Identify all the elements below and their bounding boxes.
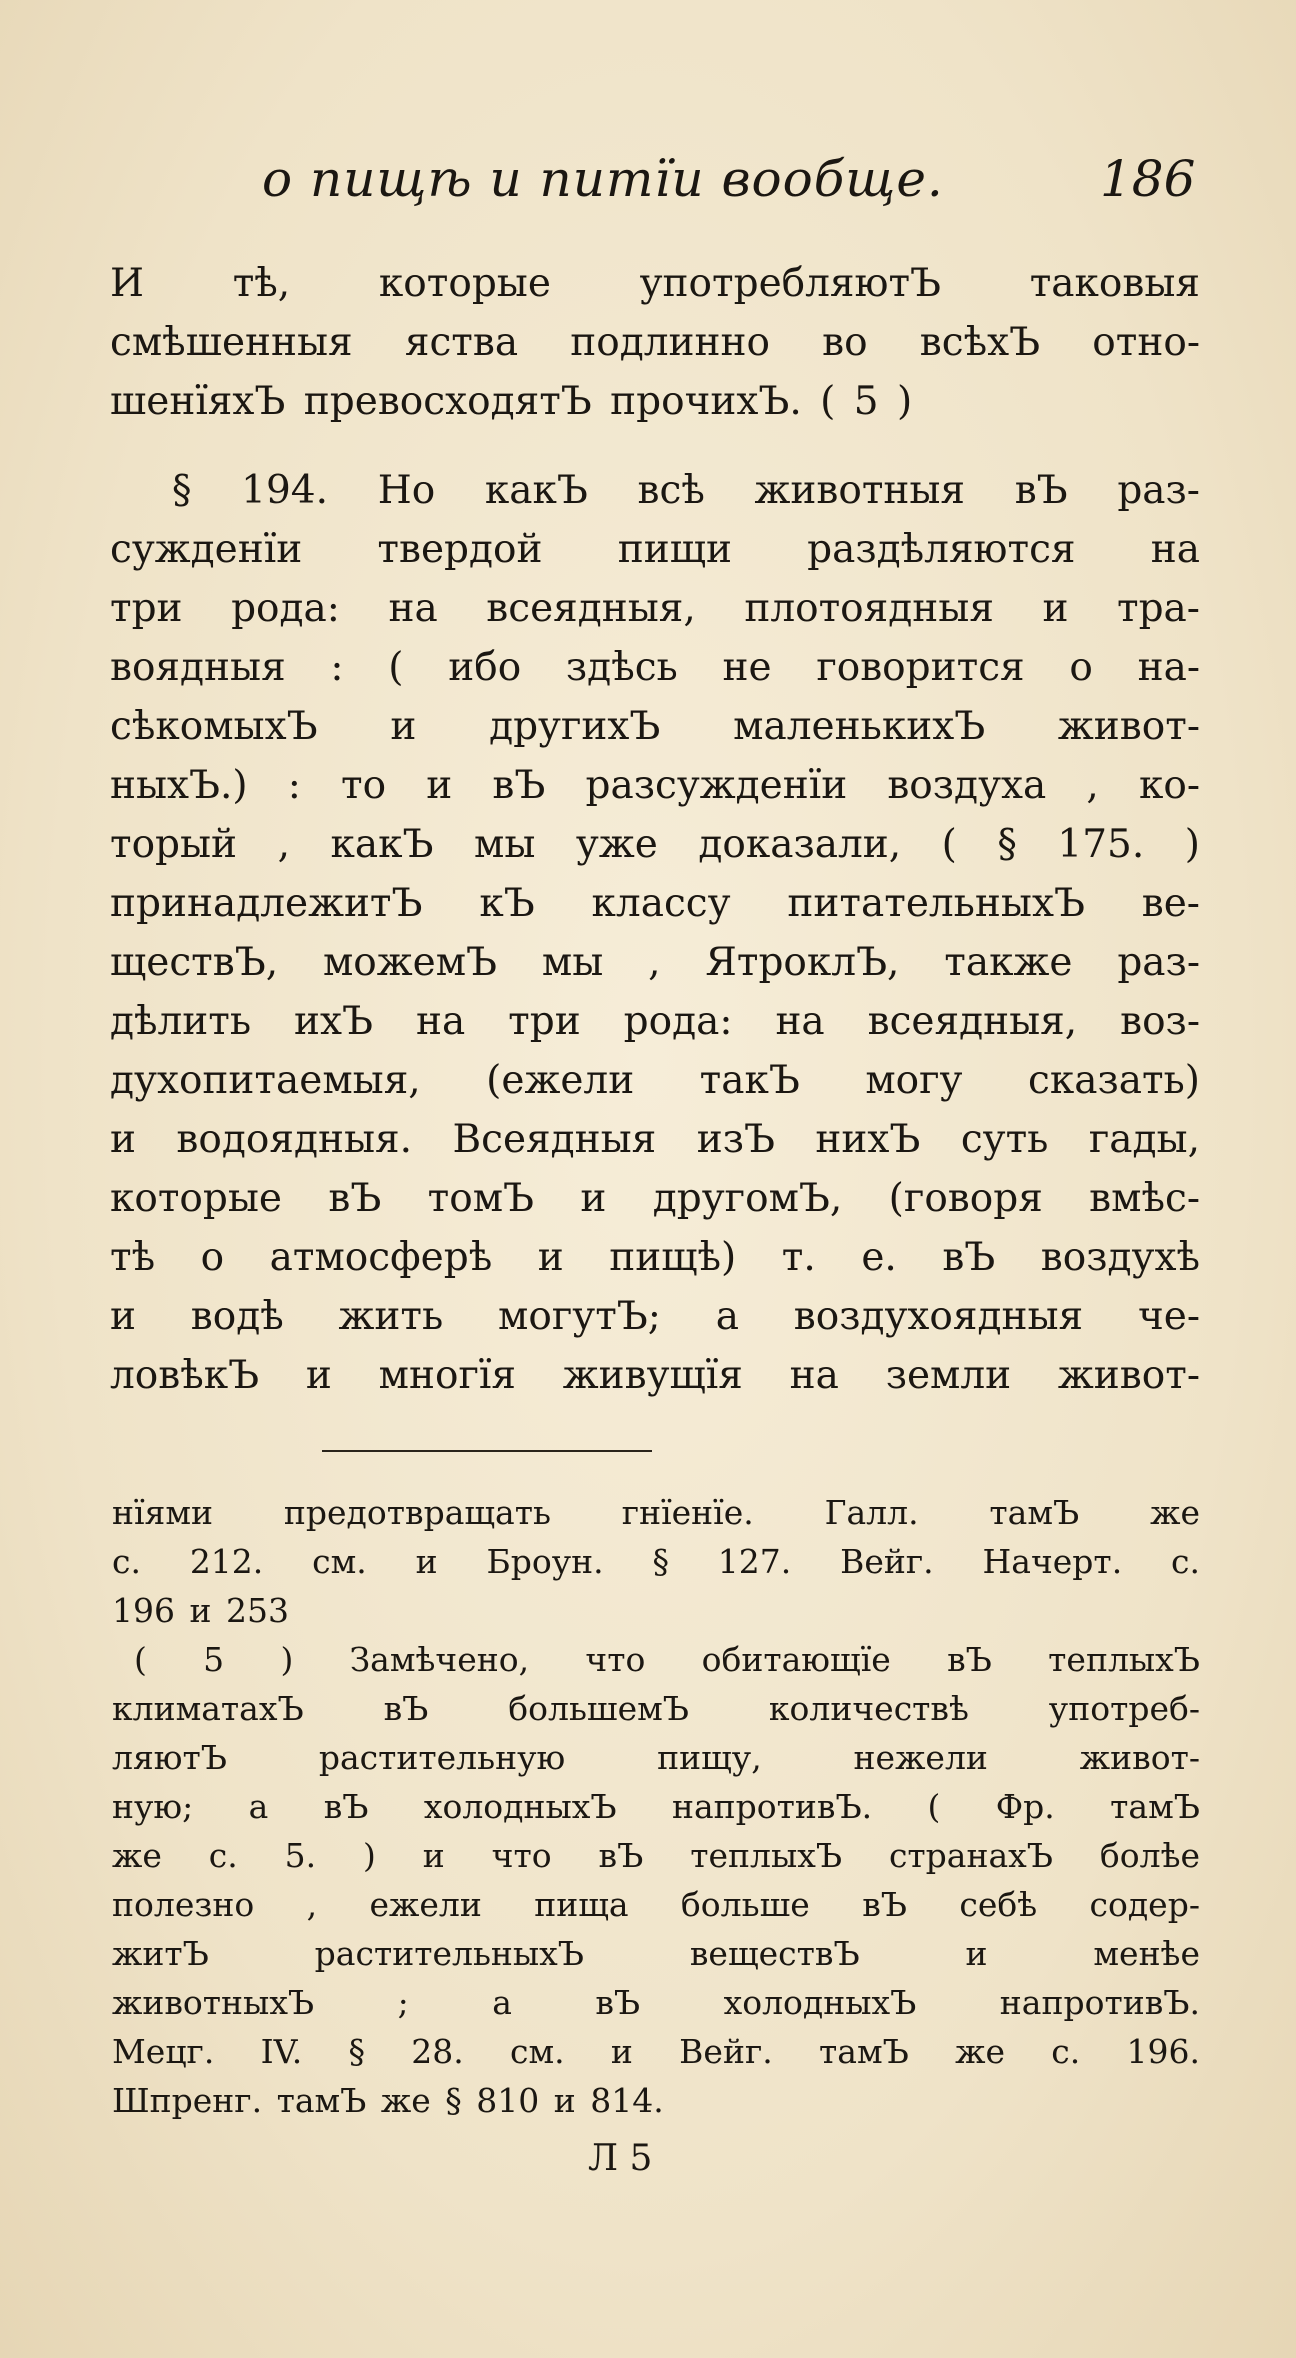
text-line: принадлежитЪ кЪ классу питательныхЪ ве-: [110, 881, 1200, 926]
footnote-line: с. 212. см. и Броун. § 127. Вейг. Начерт. с.: [112, 1542, 1200, 1581]
footnote-line: нїями предотвращать гнїенїе. Галл. тамЪ же: [112, 1493, 1200, 1532]
text-line: шенїяхЪ превосходятЪ прочихЪ. ( 5 ): [110, 379, 913, 424]
footnote-line: полезно , ежели пища больше вЪ себѣ содер-: [112, 1885, 1200, 1924]
text-line: и водоядныя. Всеядныя изЪ нихЪ суть гады,: [110, 1117, 1200, 1162]
text-line: § 194. Но какЪ всѣ животныя вЪ раз-: [172, 468, 1200, 513]
footnote-line: ( 5 ) Замѣчено, что обитающїе вЪ теплыхЪ: [134, 1640, 1200, 1679]
footnotes: [112, 1488, 1200, 2125]
footnote-line: ную; а вЪ холодныхЪ напротивЪ. ( Фр. тамЪ: [112, 1787, 1200, 1826]
text-line: ществЪ, можемЪ мы , ЯтроклЪ, также раз-: [110, 940, 1200, 985]
running-title: о пищѣ и питїи вообще.: [262, 150, 944, 208]
footnote-line: Шпренг. тамЪ же § 810 и 814.: [112, 2081, 664, 2120]
page-number: 186: [1100, 150, 1196, 208]
footnote-line: климатахЪ вЪ большемЪ количествѣ употреб-: [112, 1689, 1200, 1728]
text-line: дѣлить ихЪ на три рода: на всеядныя, воз-: [110, 999, 1200, 1044]
footnote-line: 196 и 253: [112, 1591, 289, 1630]
text-line: тѣ о атмосферѣ и пищѣ) т. е. вЪ воздухѣ: [110, 1235, 1200, 1280]
text-line: ловѣкЪ и многїя живущїя на земли живот-: [110, 1353, 1200, 1398]
footnote-line: житЪ растительныхЪ веществЪ и менѣе: [112, 1934, 1200, 1973]
page-header: [0, 150, 1296, 220]
text-line: сужденїи твердой пищи раздѣляются на: [110, 527, 1200, 572]
printer-signature: Л 5: [588, 2138, 653, 2179]
footnote-line: Мецг. IV. § 28. см. и Вейг. тамЪ же с. 196.: [112, 2032, 1200, 2071]
text-line: духопитаемыя, (ежели такЪ могу сказать): [110, 1058, 1200, 1103]
footnote-separator: [322, 1450, 652, 1452]
text-line: торый , какЪ мы уже доказали, ( § 175. ): [110, 822, 1200, 867]
text-line: И тѣ, которые употребляютЪ таковыя: [110, 261, 1200, 306]
footnote-line: животныхЪ ; а вЪ холодныхЪ напротивЪ.: [112, 1983, 1200, 2022]
text-line: три рода: на всеядныя, плотоядныя и тра-: [110, 586, 1200, 631]
footnote-line: же с. 5. ) и что вЪ теплыхЪ странахЪ болѣе: [112, 1836, 1200, 1875]
text-line: ныхЪ.) : то и вЪ разсужденїи воздуха , ко-: [110, 763, 1200, 808]
paragraph-gap: [110, 431, 1200, 461]
text-line: сѣкомыхЪ и другихЪ маленькихЪ живот-: [110, 704, 1200, 749]
text-line: воядныя : ( ибо здѣсь не говорится о на-: [110, 645, 1200, 690]
main-text: [110, 254, 1200, 1405]
text-line: и водѣ жить могутЪ; а воздухоядныя че-: [110, 1294, 1200, 1339]
text-line: смѣшенныя яства подлинно во всѣхЪ отно-: [110, 320, 1200, 365]
footnote-line: ляютЪ растительную пищу, нежели живот-: [112, 1738, 1200, 1777]
text-line: которые вЪ томЪ и другомЪ, (говоря вмѣс-: [110, 1176, 1200, 1221]
